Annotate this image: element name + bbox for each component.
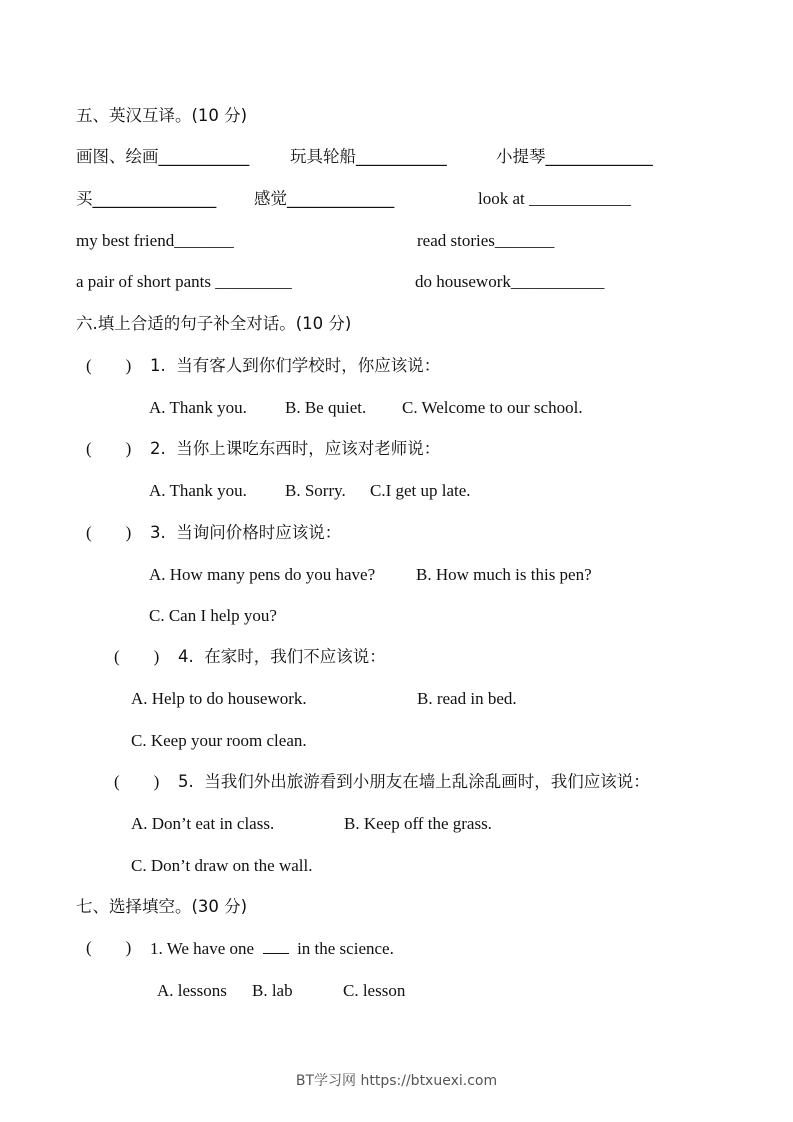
answer-bracket: ( ): [86, 523, 132, 542]
sec5-item-look-at: look at ____________: [478, 189, 631, 208]
sec5-item-toy-ship: 玩具轮船___________: [290, 147, 447, 166]
option-c: C. Welcome to our school.: [402, 398, 583, 417]
option-b: B. Be quiet.: [285, 398, 367, 417]
section-6-title: 六.填上合适的句子补全对话。(10 分): [76, 314, 352, 333]
option-a: A. Thank you.: [149, 481, 247, 500]
answer-bracket: ( ): [114, 772, 160, 791]
sec5-item-short-pants: a pair of short pants _________: [76, 272, 292, 291]
question-text: [150, 937, 394, 960]
sec5-item-violin: 小提琴_____________: [496, 147, 653, 166]
option-c: C.I get up late.: [370, 481, 471, 500]
option-c: C. Can I help you?: [149, 606, 277, 625]
sec5-item-housework: do housework___________: [415, 272, 605, 291]
question-post: in the science.: [297, 939, 394, 958]
option-c: C. lesson: [343, 981, 406, 1000]
sec5-item-feel: 感觉_____________: [254, 189, 395, 208]
sec5-item-buy: 买_______________: [76, 189, 217, 208]
option-a: A. Thank you.: [149, 398, 247, 417]
question-text: 2. 当你上课吃东西时，应该对老师说：: [150, 439, 441, 458]
footer-watermark: BT学习网 https://btxuexi.com: [295, 1073, 498, 1089]
sec5-item-read-stories: read stories_______: [417, 231, 555, 250]
fill-blank: [263, 937, 289, 954]
option-c: C. Don’t draw on the wall.: [131, 856, 313, 875]
option-b: B. How much is this pen?: [416, 565, 592, 584]
option-b: B. Sorry.: [285, 481, 346, 500]
question-text: 1. 当有客人到你们学校时，你应该说：: [150, 356, 441, 375]
answer-bracket: ( ): [86, 938, 132, 957]
option-b: B. read in bed.: [417, 689, 517, 708]
answer-bracket: ( ): [114, 647, 160, 666]
option-c: C. Keep your room clean.: [131, 731, 307, 750]
option-a: A. How many pens do you have?: [149, 565, 376, 584]
question-text: 4. 在家时，我们不应该说：: [178, 647, 386, 666]
section-7-title: 七、选择填空。(30 分): [76, 897, 248, 916]
sec5-item-draw: 画图、绘画___________: [76, 147, 250, 166]
option-b: B. Keep off the grass.: [344, 814, 492, 833]
sec5-item-best-friend: my best friend_______: [76, 231, 234, 250]
option-a: A. Don’t eat in class.: [131, 814, 275, 833]
answer-bracket: ( ): [86, 356, 132, 375]
option-a: A. lessons: [157, 981, 227, 1000]
option-b: B. lab: [252, 981, 293, 1000]
question-pre: 1. We have one: [150, 939, 255, 958]
answer-bracket: ( ): [86, 439, 132, 458]
section-5-title: 五、英汉互译。(10 分): [76, 106, 248, 125]
question-text: 5. 当我们外出旅游看到小朋友在墙上乱涂乱画时，我们应该说：: [178, 772, 650, 791]
question-text: 3. 当询问价格时应该说：: [150, 523, 342, 542]
option-a: A. Help to do housework.: [131, 689, 307, 708]
